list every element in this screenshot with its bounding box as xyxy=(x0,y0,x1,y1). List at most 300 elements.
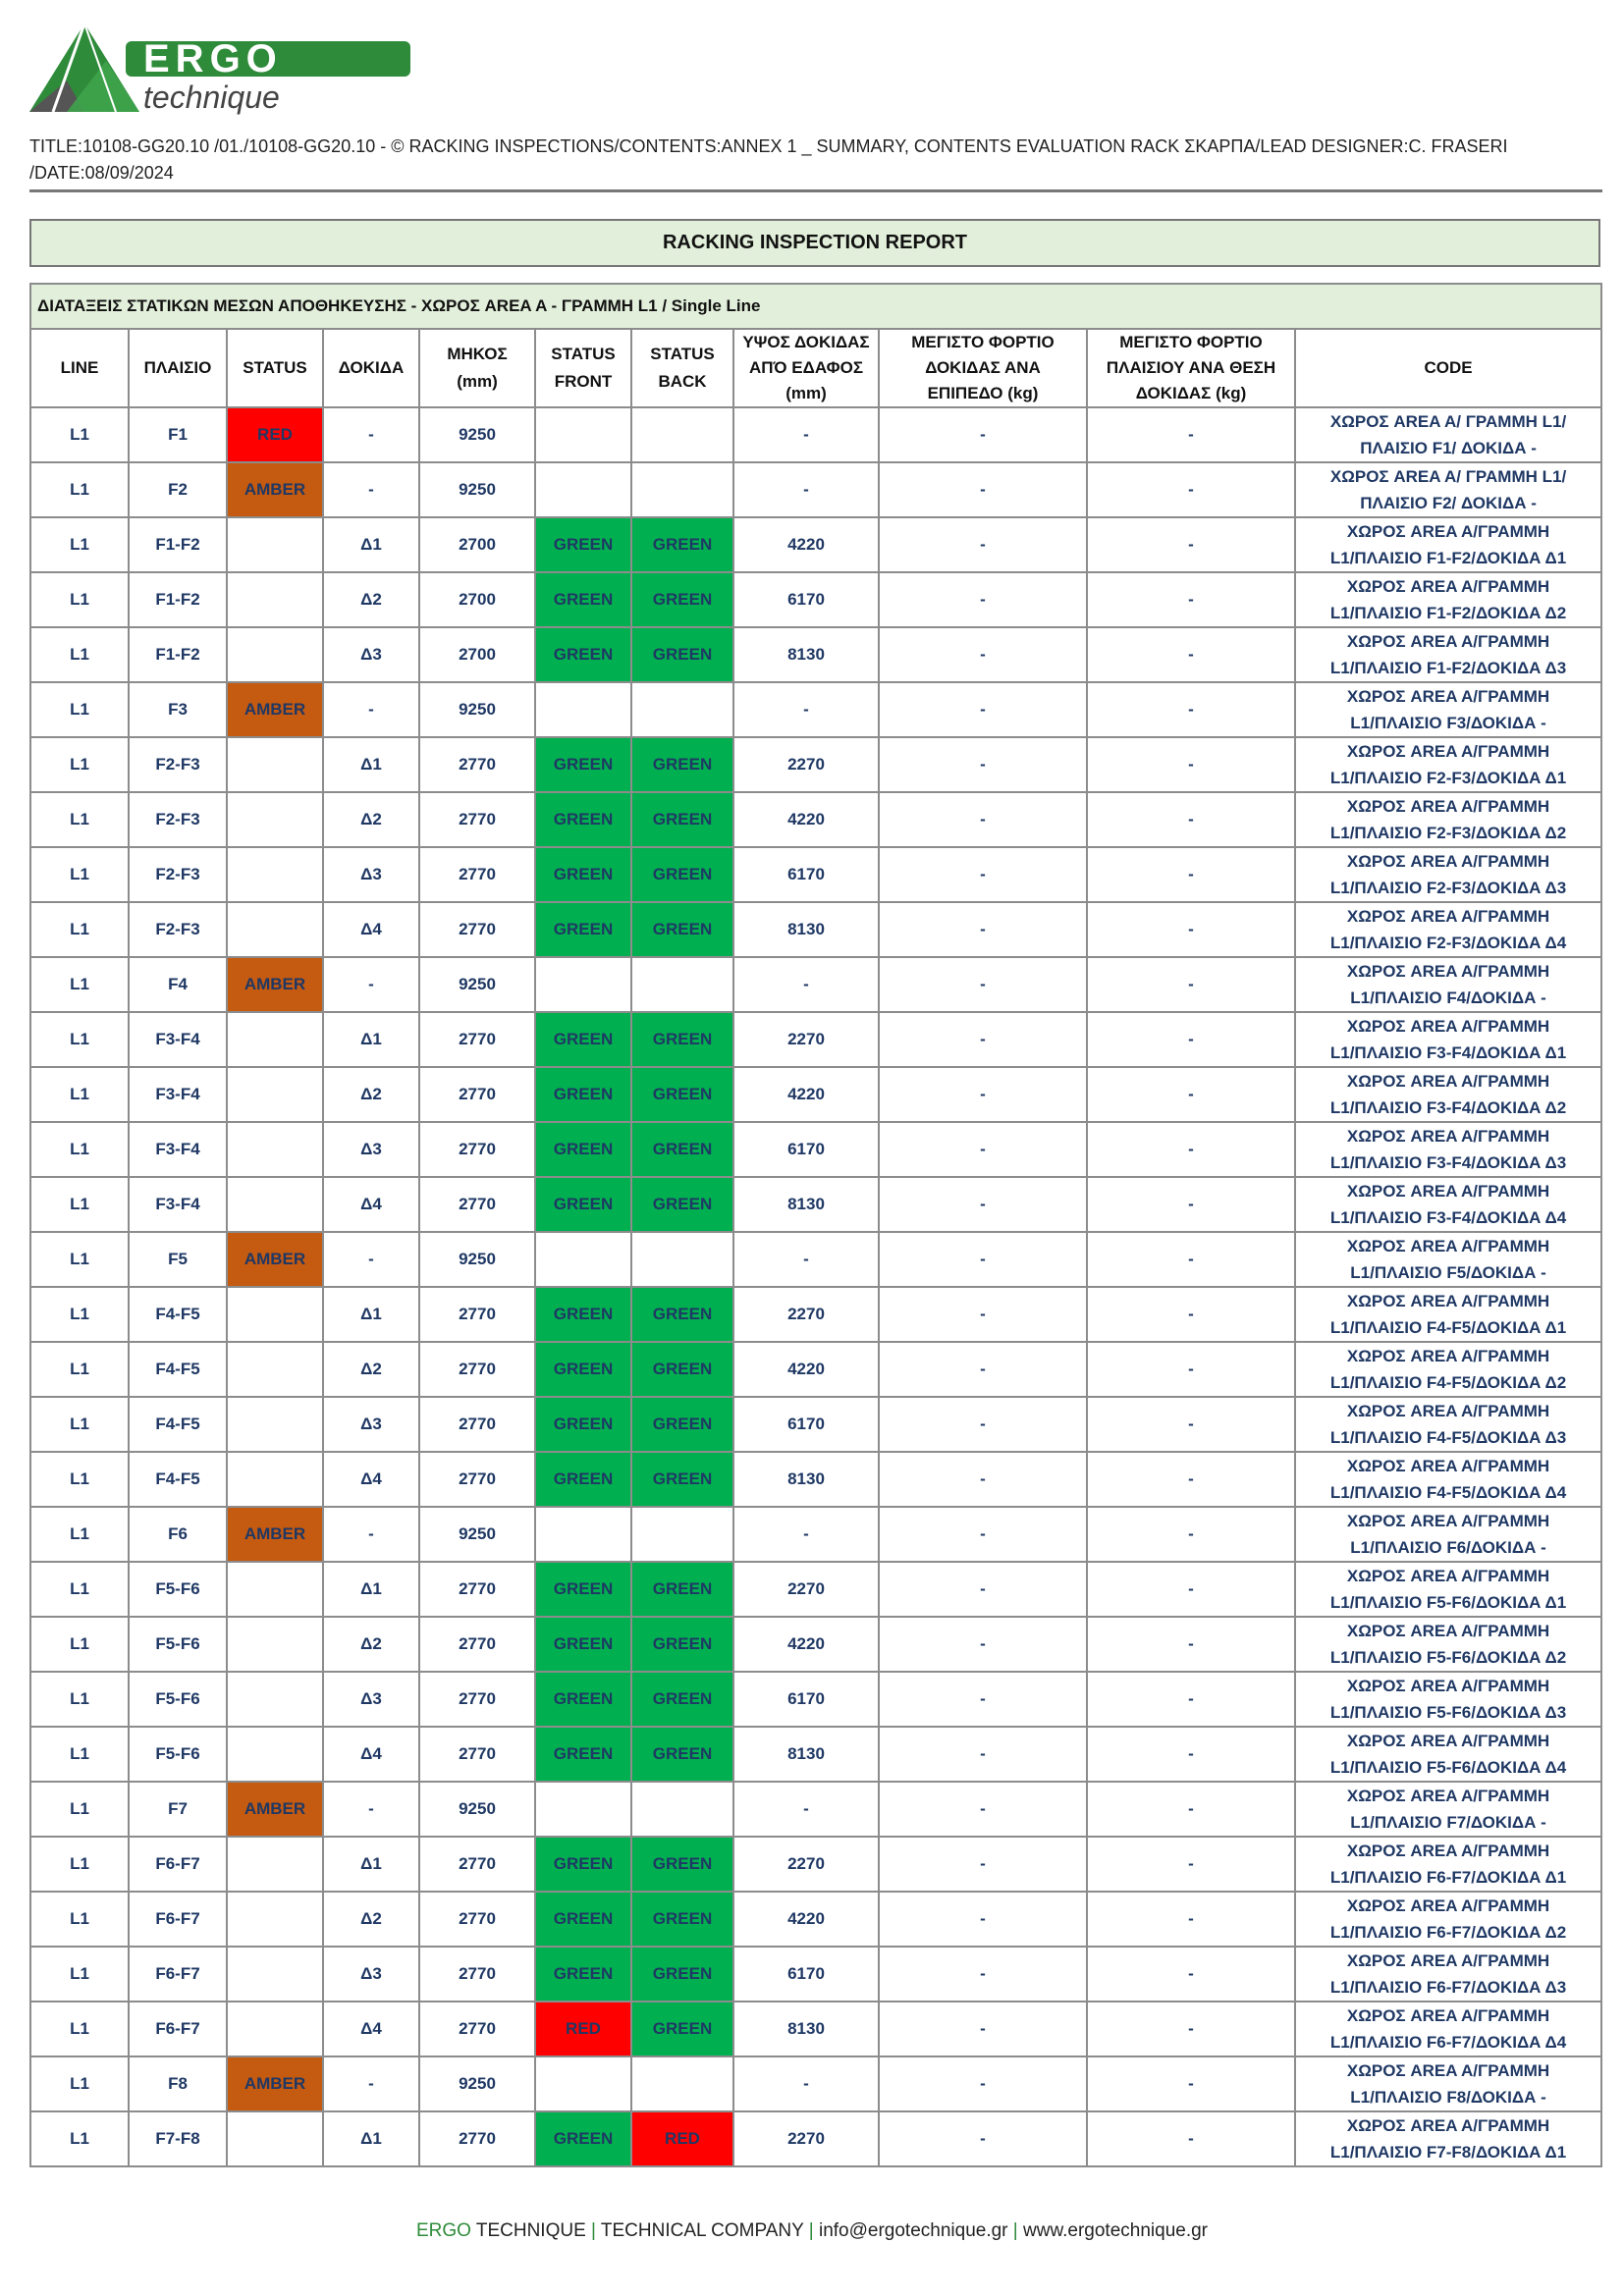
cell-code xyxy=(1295,517,1601,572)
cell-status: AMBER xyxy=(227,957,323,1012)
cell-beam-height: - xyxy=(733,1232,879,1287)
cell-max-frame-load: - xyxy=(1087,627,1295,682)
cell-status-front: GREEN xyxy=(535,517,631,572)
cell-beam: Δ2 xyxy=(323,1067,419,1122)
code-line-2: L1/ΠΛΑΙΣΙΟ F2-F3/ΔΟΚΙΔΑ Δ2 xyxy=(1329,824,1567,842)
cell-beam: Δ4 xyxy=(323,1177,419,1232)
cell-max-beam-load: - xyxy=(879,682,1087,737)
cell-beam: Δ3 xyxy=(323,847,419,902)
cell-max-beam-load: - xyxy=(879,2002,1087,2056)
cell-line: L1 xyxy=(30,902,129,957)
cell-status-back: GREEN xyxy=(631,1672,733,1727)
cell-status-back: GREEN xyxy=(631,627,733,682)
col-maxbeam-label-3: ΕΠΙΠΕΔΟ (kg) xyxy=(927,384,1039,402)
cell-status xyxy=(227,1397,323,1452)
cell-beam-height: 2270 xyxy=(733,1287,879,1342)
cell-line: L1 xyxy=(30,1617,129,1672)
cell-frame: F4 xyxy=(129,957,227,1012)
cell-code xyxy=(1295,1177,1601,1232)
cell-length: 9250 xyxy=(419,1232,535,1287)
cell-max-frame-load: - xyxy=(1087,572,1295,627)
table-row xyxy=(30,1452,1601,1507)
cell-beam: - xyxy=(323,1782,419,1837)
cell-frame: F2-F3 xyxy=(129,737,227,792)
table-row xyxy=(30,1012,1601,1067)
cell-max-frame-load: - xyxy=(1087,902,1295,957)
cell-beam-height: - xyxy=(733,957,879,1012)
cell-status xyxy=(227,517,323,572)
cell-frame: F4-F5 xyxy=(129,1287,227,1342)
code-line-2: L1/ΠΛΑΙΣΙΟ F5-F6/ΔΟΚΙΔΑ Δ4 xyxy=(1329,1758,1567,1777)
footer-separator-1: | xyxy=(591,2220,596,2241)
col-maxframe-label-1: ΜΕΓΙΣΤΟ ΦΟΡΤΙΟ xyxy=(1119,333,1263,351)
cell-status-front: RED xyxy=(535,2002,631,2056)
table-row xyxy=(30,1562,1601,1617)
cell-status-front: GREEN xyxy=(535,847,631,902)
col-height-label-1: ΥΨΟΣ ΔΟΚΙΔΑΣ xyxy=(742,333,870,351)
cell-status-front: GREEN xyxy=(535,1342,631,1397)
logo-text-top: ERGO xyxy=(143,37,283,80)
cell-max-beam-load: - xyxy=(879,1067,1087,1122)
cell-frame: F3 xyxy=(129,682,227,737)
cell-max-frame-load: - xyxy=(1087,1232,1295,1287)
code-line-2: L1/ΠΛΑΙΣΙΟ F5-F6/ΔΟΚΙΔΑ Δ3 xyxy=(1329,1703,1567,1722)
cell-line: L1 xyxy=(30,517,129,572)
cell-line: L1 xyxy=(30,1012,129,1067)
cell-beam-height: 8130 xyxy=(733,627,879,682)
cell-status xyxy=(227,847,323,902)
cell-length: 9250 xyxy=(419,462,535,517)
cell-frame: F6-F7 xyxy=(129,1947,227,2002)
cell-status xyxy=(227,1892,323,1947)
cell-status-front: GREEN xyxy=(535,2111,631,2166)
cell-status-back: GREEN xyxy=(631,1342,733,1397)
table-row xyxy=(30,1342,1601,1397)
cell-max-beam-load: - xyxy=(879,572,1087,627)
code-line-1: ΧΩΡΟΣ AREA A/ΓΡΑΜΜΗ xyxy=(1346,1622,1550,1640)
cell-code xyxy=(1295,1617,1601,1672)
cell-max-frame-load: - xyxy=(1087,737,1295,792)
code-line-1: ΧΩΡΟΣ AREA A/ΓΡΑΜΜΗ xyxy=(1346,1292,1550,1310)
code-line-2: L1/ΠΛΑΙΣΙΟ F3-F4/ΔΟΚΙΔΑ Δ3 xyxy=(1329,1153,1567,1172)
cell-max-beam-load: - xyxy=(879,407,1087,462)
cell-max-beam-load: - xyxy=(879,627,1087,682)
cell-beam: Δ3 xyxy=(323,1947,419,2002)
cell-beam: Δ4 xyxy=(323,902,419,957)
cell-max-frame-load: - xyxy=(1087,1397,1295,1452)
cell-line: L1 xyxy=(30,627,129,682)
document-title xyxy=(29,133,1600,187)
code-line-2: L1/ΠΛΑΙΣΙΟ F7/ΔΟΚΙΔΑ - xyxy=(1350,1813,1546,1832)
col-status-front xyxy=(535,329,631,407)
col-code: CODE xyxy=(1295,329,1601,407)
cell-max-beam-load: - xyxy=(879,902,1087,957)
inspection-table xyxy=(29,283,1602,2167)
cell-status-back xyxy=(631,957,733,1012)
cell-frame: F3-F4 xyxy=(129,1012,227,1067)
cell-code xyxy=(1295,1342,1601,1397)
cell-beam-height: 6170 xyxy=(733,1947,879,2002)
col-maxframe-label-2: ΠΛΑΙΣΙΟΥ ΑΝΑ ΘΕΣΗ xyxy=(1106,358,1276,377)
cell-max-frame-load: - xyxy=(1087,1837,1295,1892)
cell-beam-height: 4220 xyxy=(733,1342,879,1397)
cell-beam: Δ1 xyxy=(323,1012,419,1067)
footer-website-link[interactable]: www.ergotechnique.gr xyxy=(1017,2220,1209,2241)
cell-length: 2770 xyxy=(419,1562,535,1617)
cell-status-back: GREEN xyxy=(631,737,733,792)
cell-status-front: GREEN xyxy=(535,737,631,792)
code-line-1: ΧΩΡΟΣ AREA A/ΓΡΑΜΜΗ xyxy=(1346,797,1550,816)
header-divider xyxy=(29,189,1602,192)
title-line-2: /DATE:08/09/2024 xyxy=(29,163,174,183)
table-row xyxy=(30,902,1601,957)
cell-length: 9250 xyxy=(419,1507,535,1562)
cell-beam: Δ1 xyxy=(323,1562,419,1617)
code-line-1: ΧΩΡΟΣ AREA A/ΓΡΑΜΜΗ xyxy=(1346,1017,1550,1036)
cell-frame: F3-F4 xyxy=(129,1122,227,1177)
cell-frame: F1-F2 xyxy=(129,517,227,572)
cell-length: 9250 xyxy=(419,2056,535,2111)
cell-beam-height: - xyxy=(733,2056,879,2111)
cell-max-frame-load: - xyxy=(1087,1067,1295,1122)
cell-status-front: GREEN xyxy=(535,1287,631,1342)
cell-line: L1 xyxy=(30,957,129,1012)
table-row xyxy=(30,2056,1601,2111)
cell-max-beam-load: - xyxy=(879,1837,1087,1892)
cell-frame: F1-F2 xyxy=(129,627,227,682)
table-row xyxy=(30,407,1601,462)
cell-line: L1 xyxy=(30,1452,129,1507)
cell-line: L1 xyxy=(30,1837,129,1892)
cell-code xyxy=(1295,1012,1601,1067)
col-back-label-1: STATUS xyxy=(650,345,715,363)
cell-max-frame-load: - xyxy=(1087,1672,1295,1727)
cell-line: L1 xyxy=(30,792,129,847)
code-line-2: L1/ΠΛΑΙΣΙΟ F4-F5/ΔΟΚΙΔΑ Δ4 xyxy=(1329,1483,1567,1502)
code-line-2: L1/ΠΛΑΙΣΙΟ F2-F3/ΔΟΚΙΔΑ Δ1 xyxy=(1329,769,1567,787)
cell-max-frame-load: - xyxy=(1087,1727,1295,1782)
cell-beam-height: 8130 xyxy=(733,1727,879,1782)
logo-graphic xyxy=(27,22,420,120)
cell-code xyxy=(1295,682,1601,737)
table-row xyxy=(30,1177,1601,1232)
cell-status-front xyxy=(535,1507,631,1562)
cell-status-back: GREEN xyxy=(631,1177,733,1232)
cell-status-back xyxy=(631,2056,733,2111)
report-title: RACKING INSPECTION REPORT xyxy=(29,219,1600,267)
cell-line: L1 xyxy=(30,1232,129,1287)
cell-status xyxy=(227,1727,323,1782)
cell-max-beam-load: - xyxy=(879,737,1087,792)
cell-status-back: GREEN xyxy=(631,572,733,627)
cell-length: 2770 xyxy=(419,1397,535,1452)
cell-max-beam-load: - xyxy=(879,1012,1087,1067)
cell-status-back: GREEN xyxy=(631,792,733,847)
table-row xyxy=(30,2111,1601,2166)
code-line-2: L1/ΠΛΑΙΣΙΟ F8/ΔΟΚΙΔΑ - xyxy=(1350,2088,1546,2107)
cell-length: 9250 xyxy=(419,682,535,737)
cell-status-back: GREEN xyxy=(631,1617,733,1672)
col-maxframe-label-3: ΔΟΚΙΔΑΣ (kg) xyxy=(1135,384,1247,402)
cell-beam-height: 2270 xyxy=(733,1012,879,1067)
cell-beam: Δ2 xyxy=(323,1892,419,1947)
code-line-1: ΧΩΡΟΣ AREA A/ΓΡΑΜΜΗ xyxy=(1346,1072,1550,1091)
table-row xyxy=(30,1067,1601,1122)
cell-status: AMBER xyxy=(227,462,323,517)
cell-status-back: GREEN xyxy=(631,1397,733,1452)
cell-beam-height: 8130 xyxy=(733,1452,879,1507)
cell-status xyxy=(227,792,323,847)
code-line-1: ΧΩΡΟΣ AREA A/ΓΡΑΜΜΗ xyxy=(1346,1182,1550,1201)
code-line-1: ΧΩΡΟΣ AREA A/ΓΡΑΜΜΗ xyxy=(1346,852,1550,871)
cell-status xyxy=(227,1617,323,1672)
cell-beam: Δ2 xyxy=(323,1342,419,1397)
cell-status-back: GREEN xyxy=(631,1067,733,1122)
cell-frame: F7-F8 xyxy=(129,2111,227,2166)
code-line-1: ΧΩΡΟΣ AREA A/ΓΡΑΜΜΗ xyxy=(1346,2116,1550,2135)
cell-code xyxy=(1295,957,1601,1012)
cell-length: 2770 xyxy=(419,1617,535,1672)
cell-line: L1 xyxy=(30,1507,129,1562)
col-max-frame-load xyxy=(1087,329,1295,407)
code-line-1: ΧΩΡΟΣ AREA A/ΓΡΑΜΜΗ xyxy=(1346,577,1550,596)
cell-length: 2770 xyxy=(419,1287,535,1342)
footer-separator-2: | xyxy=(808,2220,814,2241)
cell-max-frame-load: - xyxy=(1087,1177,1295,1232)
code-line-1: ΧΩΡΟΣ AREA A/ΓΡΑΜΜΗ xyxy=(1346,1402,1550,1420)
code-line-2: L1/ΠΛΑΙΣΙΟ F3-F4/ΔΟΚΙΔΑ Δ2 xyxy=(1329,1098,1567,1117)
code-line-2: L1/ΠΛΑΙΣΙΟ F6-F7/ΔΟΚΙΔΑ Δ1 xyxy=(1329,1868,1567,1887)
col-line: LINE xyxy=(30,329,129,407)
cell-status-back: GREEN xyxy=(631,1562,733,1617)
cell-max-frame-load: - xyxy=(1087,1287,1295,1342)
cell-status-front xyxy=(535,957,631,1012)
cell-frame: F5 xyxy=(129,1232,227,1287)
table-row xyxy=(30,627,1601,682)
col-maxbeam-label-1: ΜΕΓΙΣΤΟ ΦΟΡΤΙΟ xyxy=(911,333,1055,351)
table-row xyxy=(30,1837,1601,1892)
cell-status-back: GREEN xyxy=(631,1452,733,1507)
table-row xyxy=(30,1232,1601,1287)
cell-code xyxy=(1295,1397,1601,1452)
cell-length: 2770 xyxy=(419,902,535,957)
cell-status xyxy=(227,902,323,957)
cell-line: L1 xyxy=(30,737,129,792)
cell-status-front: GREEN xyxy=(535,1452,631,1507)
cell-status xyxy=(227,1177,323,1232)
cell-line: L1 xyxy=(30,462,129,517)
code-line-2: L1/ΠΛΑΙΣΙΟ F4-F5/ΔΟΚΙΔΑ Δ3 xyxy=(1329,1428,1567,1447)
code-line-1: ΧΩΡΟΣ AREA A/ΓΡΑΜΜΗ xyxy=(1346,1127,1550,1146)
col-front-label-2: FRONT xyxy=(554,372,613,391)
cell-length: 9250 xyxy=(419,407,535,462)
cell-status-front: GREEN xyxy=(535,792,631,847)
cell-code xyxy=(1295,1562,1601,1617)
cell-max-frame-load: - xyxy=(1087,1452,1295,1507)
col-status-back xyxy=(631,329,733,407)
cell-status: AMBER xyxy=(227,682,323,737)
code-line-1: ΧΩΡΟΣ AREA A/ΓΡΑΜΜΗ xyxy=(1346,2006,1550,2025)
cell-status xyxy=(227,737,323,792)
table-row xyxy=(30,1727,1601,1782)
col-frame: ΠΛΑΙΣΙΟ xyxy=(129,329,227,407)
cell-beam: Δ2 xyxy=(323,1617,419,1672)
code-line-2: L1/ΠΛΑΙΣΙΟ F2-F3/ΔΟΚΙΔΑ Δ3 xyxy=(1329,879,1567,897)
table-row xyxy=(30,1122,1601,1177)
cell-length: 9250 xyxy=(419,957,535,1012)
footer-company: TECHNIQUE xyxy=(470,2220,592,2241)
cell-status xyxy=(227,572,323,627)
cell-beam-height: 6170 xyxy=(733,1397,879,1452)
cell-status-back: GREEN xyxy=(631,517,733,572)
cell-beam: Δ1 xyxy=(323,1837,419,1892)
section-header-row xyxy=(30,284,1601,329)
footer-email-link[interactable]: info@ergotechnique.gr xyxy=(813,2220,1013,2241)
table-row xyxy=(30,517,1601,572)
col-length-unit: (mm) xyxy=(457,372,498,391)
cell-beam-height: 2270 xyxy=(733,2111,879,2166)
cell-max-beam-load: - xyxy=(879,462,1087,517)
code-line-1: ΧΩΡΟΣ AREA A/ΓΡΑΜΜΗ xyxy=(1346,1512,1550,1530)
cell-frame: F3-F4 xyxy=(129,1177,227,1232)
title-line-1: TITLE:10108-GG20.10 /01./10108-GG20.10 - © RACKING INSPECTIONS/CONTENTS:ANNEX 1 _ SUMMARY, CONTENTS EVALUATION RACK ΣΚΑΡΠΑ/LEAD DESIGNER:C. FRASERI xyxy=(29,136,1508,156)
cell-status-front: GREEN xyxy=(535,572,631,627)
cell-code xyxy=(1295,2056,1601,2111)
code-line-1: ΧΩΡΟΣ AREA A/ ΓΡΑΜΜΗ L1/ xyxy=(1329,412,1567,431)
cell-status xyxy=(227,1452,323,1507)
cell-max-frame-load: - xyxy=(1087,792,1295,847)
cell-max-beam-load: - xyxy=(879,1562,1087,1617)
cell-code xyxy=(1295,627,1601,682)
cell-beam-height: - xyxy=(733,682,879,737)
company-logo xyxy=(27,22,420,120)
cell-length: 2770 xyxy=(419,1067,535,1122)
cell-length: 2770 xyxy=(419,737,535,792)
cell-max-beam-load: - xyxy=(879,2056,1087,2111)
cell-status-front: GREEN xyxy=(535,1892,631,1947)
cell-line: L1 xyxy=(30,2056,129,2111)
cell-frame: F6 xyxy=(129,1507,227,1562)
cell-code xyxy=(1295,407,1601,462)
cell-status-front xyxy=(535,682,631,737)
code-line-2: L1/ΠΛΑΙΣΙΟ F3-F4/ΔΟΚΙΔΑ Δ1 xyxy=(1329,1043,1567,1062)
table-row xyxy=(30,1617,1601,1672)
cell-line: L1 xyxy=(30,1947,129,2002)
cell-status-front: GREEN xyxy=(535,1397,631,1452)
logo-text-bottom: technique xyxy=(143,80,280,115)
cell-beam-height: 6170 xyxy=(733,572,879,627)
table-row xyxy=(30,1782,1601,1837)
cell-length: 2770 xyxy=(419,1452,535,1507)
cell-status-front: GREEN xyxy=(535,1012,631,1067)
table-row xyxy=(30,1287,1601,1342)
cell-code xyxy=(1295,462,1601,517)
cell-status-back xyxy=(631,462,733,517)
table-row xyxy=(30,792,1601,847)
code-line-1: ΧΩΡΟΣ AREA A/ΓΡΑΜΜΗ xyxy=(1346,632,1550,651)
cell-code xyxy=(1295,1782,1601,1837)
cell-status-back: GREEN xyxy=(631,1947,733,2002)
cell-status-front xyxy=(535,1232,631,1287)
cell-status-front: GREEN xyxy=(535,1122,631,1177)
cell-frame: F5-F6 xyxy=(129,1727,227,1782)
cell-status-back xyxy=(631,407,733,462)
cell-max-frame-load: - xyxy=(1087,1012,1295,1067)
code-line-1: ΧΩΡΟΣ AREA A/ΓΡΑΜΜΗ xyxy=(1346,1567,1550,1585)
cell-beam: Δ1 xyxy=(323,1287,419,1342)
code-line-1: ΧΩΡΟΣ AREA A/ΓΡΑΜΜΗ xyxy=(1346,1237,1550,1255)
cell-code xyxy=(1295,1122,1601,1177)
cell-beam: - xyxy=(323,1507,419,1562)
cell-frame: F6-F7 xyxy=(129,1892,227,1947)
cell-beam: - xyxy=(323,1232,419,1287)
cell-frame: F1 xyxy=(129,407,227,462)
cell-code xyxy=(1295,2111,1601,2166)
col-max-beam-load xyxy=(879,329,1087,407)
table-row xyxy=(30,1892,1601,1947)
code-line-2: L1/ΠΛΑΙΣΙΟ F2-F3/ΔΟΚΙΔΑ Δ4 xyxy=(1329,934,1567,952)
cell-frame: F6-F7 xyxy=(129,1837,227,1892)
cell-beam: - xyxy=(323,682,419,737)
cell-beam-height: 2270 xyxy=(733,1562,879,1617)
code-line-2: L1/ΠΛΑΙΣΙΟ F6-F7/ΔΟΚΙΔΑ Δ3 xyxy=(1329,1978,1567,1997)
cell-max-frame-load: - xyxy=(1087,1947,1295,2002)
code-line-1: ΧΩΡΟΣ AREA A/ΓΡΑΜΜΗ xyxy=(1346,1457,1550,1475)
col-height-label-2: ΑΠΌ ΕΔΑΦΟΣ xyxy=(748,358,864,377)
cell-code xyxy=(1295,792,1601,847)
cell-beam: - xyxy=(323,462,419,517)
table-row xyxy=(30,1672,1601,1727)
code-line-1: ΧΩΡΟΣ AREA A/ΓΡΑΜΜΗ xyxy=(1346,907,1550,926)
col-front-label-1: STATUS xyxy=(551,345,616,363)
cell-status xyxy=(227,1837,323,1892)
cell-status-back xyxy=(631,1507,733,1562)
cell-code xyxy=(1295,737,1601,792)
cell-length: 2770 xyxy=(419,1892,535,1947)
cell-length: 2770 xyxy=(419,2002,535,2056)
cell-status-front: GREEN xyxy=(535,1837,631,1892)
footer-tagline: TECHNICAL COMPANY xyxy=(595,2220,809,2241)
cell-status-back xyxy=(631,682,733,737)
cell-status-back: RED xyxy=(631,2111,733,2166)
cell-max-beam-load: - xyxy=(879,1507,1087,1562)
cell-line: L1 xyxy=(30,847,129,902)
cell-status-back: GREEN xyxy=(631,847,733,902)
cell-line: L1 xyxy=(30,2111,129,2166)
cell-line: L1 xyxy=(30,2002,129,2056)
cell-max-frame-load: - xyxy=(1087,2002,1295,2056)
cell-status-back: GREEN xyxy=(631,902,733,957)
cell-max-frame-load: - xyxy=(1087,2056,1295,2111)
cell-status xyxy=(227,1947,323,2002)
code-line-1: ΧΩΡΟΣ AREA A/ ΓΡΑΜΜΗ L1/ xyxy=(1329,467,1567,486)
cell-status xyxy=(227,2111,323,2166)
cell-status-back: GREEN xyxy=(631,1727,733,1782)
cell-max-beam-load: - xyxy=(879,1947,1087,2002)
code-line-2: L1/ΠΛΑΙΣΙΟ F4-F5/ΔΟΚΙΔΑ Δ2 xyxy=(1329,1373,1567,1392)
cell-beam: Δ3 xyxy=(323,1397,419,1452)
cell-frame: F4-F5 xyxy=(129,1397,227,1452)
cell-max-beam-load: - xyxy=(879,1177,1087,1232)
code-line-2: L1/ΠΛΑΙΣΙΟ F4/ΔΟΚΙΔΑ - xyxy=(1350,988,1546,1007)
cell-status-front xyxy=(535,407,631,462)
code-line-2: L1/ΠΛΑΙΣΙΟ F5/ΔΟΚΙΔΑ - xyxy=(1350,1263,1546,1282)
cell-max-frame-load: - xyxy=(1087,1122,1295,1177)
table-row xyxy=(30,737,1601,792)
table-row xyxy=(30,572,1601,627)
col-height-unit: (mm) xyxy=(785,384,827,402)
col-status: STATUS xyxy=(227,329,323,407)
